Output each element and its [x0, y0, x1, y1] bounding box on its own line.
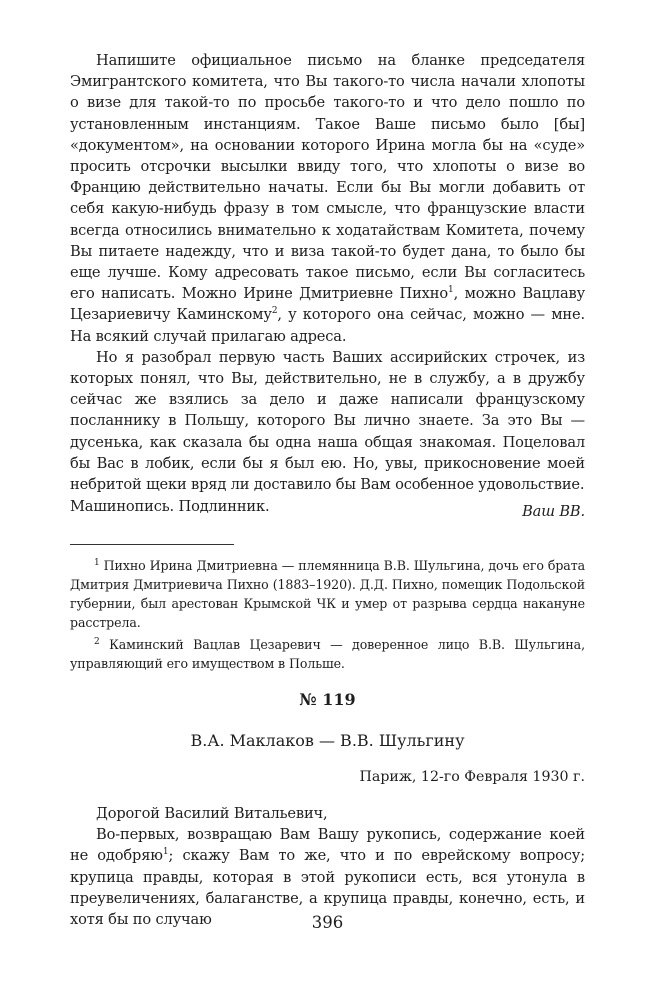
source-note-block	[70, 496, 585, 517]
signature: Ваш ВВ.	[522, 503, 585, 521]
footnote-divider	[70, 544, 234, 545]
footnote-ref-1b: 1	[162, 847, 169, 858]
body-paragraph-2: Но я разобрал первую часть Ваших ассирийских строчек, из которых понял, что Вы, действительно, не в службу, а в дружбу сейчас же взялись за дело и даже написали французскому посланнику в Польшу, которого Вы лично знаете. За это Вы — дусенька, как сказала бы одна наша общая знакомая. Поцеловал бы Вас в лобик, если бы я был ею. Но, увы, прикосновение моей небритой щеки вряд ли доставило бы Вам особенное удовольствие.	[70, 348, 585, 494]
document-heading: В.А. Маклаков — В.В. Шульгину	[190, 731, 465, 750]
footnote-1: $^1$ Пихно Ирина Дмитриевна — племянница В.В. Шульгина, дочь его брата Дмитрия Дмитриевича Пихно (1883–1920). Д.Д. Пихно, помещик Подольской губернии, был арестован Крымской ЧК и умер от разрыва сердца накануне расстрела.	[70, 557, 585, 630]
footnote-ref-1: 1	[447, 285, 454, 296]
salutation: Дорогой Василий Витальевич,	[96, 805, 328, 822]
place-date: Париж, 12-го Февраля 1930 г.	[359, 769, 585, 785]
document-number: № 119	[299, 690, 356, 709]
footnote-ref-2: 2	[271, 306, 278, 317]
footnotes	[70, 556, 585, 676]
source-note: Машинопись. Подлинник.	[70, 498, 270, 515]
footnote-2: $^2$ Каминский Вацлав Цезаревич — доверенное лицо В.В. Шульгина, управляющий его имуществом в Польше.	[70, 636, 585, 671]
letter-119-body	[70, 803, 585, 930]
page-number: 396	[311, 913, 344, 932]
letter-paragraph-1: Во-первых, возвращаю Вам Вашу рукопись, содержание коей не одобряю$^1$; скажу Вам то же, что и по еврейскому вопросу; крупица правды, которая в этой рукописи есть, вся утонула в преувеличениях, балаганстве, а крупица правды, конечно, есть, и хотя бы по случаю	[70, 826, 585, 929]
body-paragraph-1: Напишите официальное письмо на бланке председателя Эмигрантского комитета, что Вы такого-то числа начали хлопоты о визе для такой-то по просьбе такого-то и что дело пошло по установленным инстанциям. Такое Ваше письмо было [бы] «документом», на основании которого Ирина могла бы на «суде» просить отсрочки высылки ввиду того, что хлопоты о визе во Францию действительно начаты. Если бы Вы могли добавить от себя какую-нибудь фразу в том смысле, что французские власти всегда относились внимательно к ходатайствам Комитета, почему Вы питаете надежду, что и виза такой-то будет дана, то было бы еще лучше. Кому адресовать такое письмо, если Вы согласитесь его написать. Можно Ирине Дмитриевне Пихно$^1$, можно Вацлаву Цезариевичу Каминскому$^2$, у которого она сейчас, можно — мне. На всякий случай прилагаю адреса.	[70, 52, 586, 345]
letter-continuation	[70, 50, 585, 522]
